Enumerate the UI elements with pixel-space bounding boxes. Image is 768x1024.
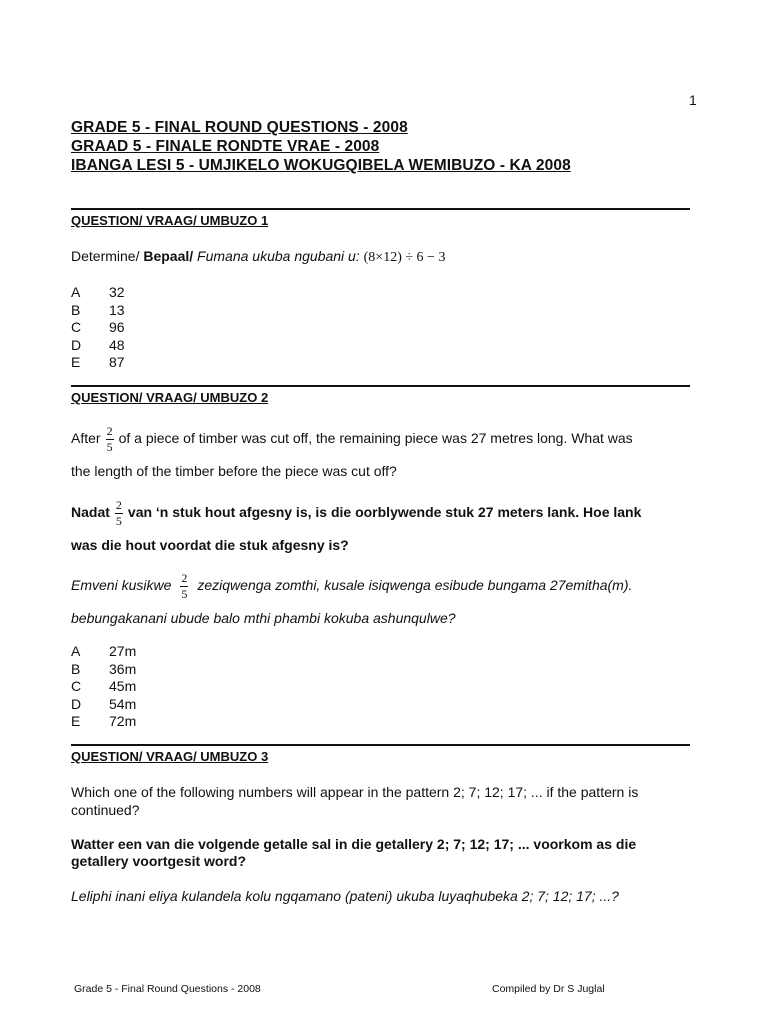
- footer-right: Compiled by Dr S Juglal: [492, 983, 605, 995]
- q3-xhosa-line1: Leliphi inani eliya kulandela kolu ngqamano (pateni) ukuba luyaqhubeka 2; 7; 12; 17; ...?: [71, 888, 619, 904]
- option-row: [71, 354, 125, 372]
- option-value: 87: [109, 354, 125, 370]
- question-3-heading: QUESTION/ VRAAG/ UMBUZO 3: [71, 749, 269, 764]
- title-xhosa: IBANGA LESI 5 - UMJIKELO WOKUGQIBELA WEMIBUZO - KA 2008: [71, 157, 571, 174]
- question-2-options: [71, 643, 136, 731]
- q2-xhosa-line1: [71, 572, 632, 601]
- option-row: [71, 643, 136, 661]
- option-row: [71, 678, 136, 696]
- option-letter: A: [71, 643, 81, 659]
- q2-english-line1: [71, 425, 633, 454]
- fraction-two-fifths: [106, 425, 114, 454]
- option-value: 27m: [109, 643, 137, 659]
- q2-xhosa-line2: bebungakanani ubude balo mthi phambi kokuba ashunqulwe?: [71, 610, 456, 626]
- page-number: 1: [689, 92, 697, 108]
- option-row: [71, 302, 125, 320]
- footer-left: Grade 5 - Final Round Questions - 2008: [74, 983, 261, 995]
- q3-english-line2: continued?: [71, 802, 140, 818]
- option-letter: B: [71, 660, 81, 677]
- option-value: 32: [109, 284, 125, 300]
- fraction-two-fifths: [115, 499, 123, 528]
- q2-xh-pre: Emveni kusikwe: [71, 577, 172, 594]
- q1-expression: (8×12) ÷ 6 − 3: [363, 250, 446, 265]
- fraction-numerator: 2: [115, 498, 122, 512]
- fraction-denominator: 5: [115, 514, 122, 528]
- q2-afrikaans-line1: [71, 499, 641, 528]
- option-value: 48: [109, 336, 125, 353]
- fraction-numerator: 2: [181, 571, 188, 585]
- fraction-numerator: 2: [106, 424, 113, 438]
- q2-af-pre: Nadat: [71, 504, 110, 521]
- title-afrikaans: GRAAD 5 - FINALE RONDTE VRAE - 2008: [71, 138, 380, 155]
- option-letter: D: [71, 695, 82, 712]
- option-row: [71, 319, 125, 337]
- divider: [71, 208, 690, 210]
- question-1-prompt: [71, 248, 445, 266]
- option-row: [71, 337, 125, 355]
- q3-english-line1: Which one of the following numbers will appear in the pattern 2; 7; 12; 17; ... if the pattern is: [71, 784, 639, 800]
- option-value: 96: [109, 319, 125, 335]
- q2-en-post: of a piece of timber was cut off, the remaining piece was 27 metres long. What was: [118, 430, 633, 447]
- q1-label-en: Determine/: [71, 248, 144, 264]
- option-letter: E: [71, 713, 81, 729]
- option-value: 13: [109, 301, 125, 318]
- option-value: 54m: [109, 695, 137, 712]
- option-value: 72m: [109, 713, 137, 729]
- q3-afrikaans-line2: getallery voortgesit word?: [71, 853, 247, 869]
- option-letter: B: [71, 301, 81, 318]
- q2-english-line2: the length of the timber before the piece was cut off?: [71, 463, 397, 479]
- option-letter: A: [71, 284, 81, 300]
- option-row: [71, 696, 136, 714]
- title-english: GRADE 5 - FINAL ROUND QUESTIONS - 2008: [71, 119, 408, 136]
- q2-en-pre: After: [71, 430, 101, 447]
- question-2-heading: QUESTION/ VRAAG/ UMBUZO 2: [71, 390, 269, 405]
- option-letter: C: [71, 678, 82, 694]
- fraction-denominator: 5: [106, 440, 113, 454]
- q3-afrikaans-line1: Watter een van die volgende getalle sal in die getallery 2; 7; 12; 17; ... voorkom as die: [71, 836, 637, 852]
- question-1-options: [71, 284, 125, 372]
- option-letter: C: [71, 319, 82, 335]
- option-letter: D: [71, 336, 82, 353]
- option-row: [71, 713, 136, 731]
- option-row: [71, 661, 136, 679]
- divider: [71, 744, 690, 746]
- q1-label-af: Bepaal/: [143, 248, 194, 264]
- q2-xh-post: zeziqwenga zomthi, kusale isiqwenga esibude bungama 27emitha(m).: [197, 577, 633, 594]
- option-row: [71, 284, 125, 302]
- divider: [71, 385, 690, 387]
- fraction-two-fifths: [180, 572, 188, 601]
- q2-af-post: van ‘n stuk hout afgesny is, is die oorblywende stuk 27 meters lank. Hoe lank: [127, 504, 642, 521]
- option-value: 45m: [109, 678, 137, 694]
- fraction-denominator: 5: [181, 587, 188, 601]
- option-letter: E: [71, 354, 81, 370]
- q2-afrikaans-line2: was die hout voordat die stuk afgesny is?: [71, 537, 349, 553]
- question-1-heading: QUESTION/ VRAAG/ UMBUZO 1: [71, 213, 269, 228]
- option-value: 36m: [109, 660, 137, 677]
- q1-label-xh: Fumana ukuba ngubani u:: [193, 248, 364, 264]
